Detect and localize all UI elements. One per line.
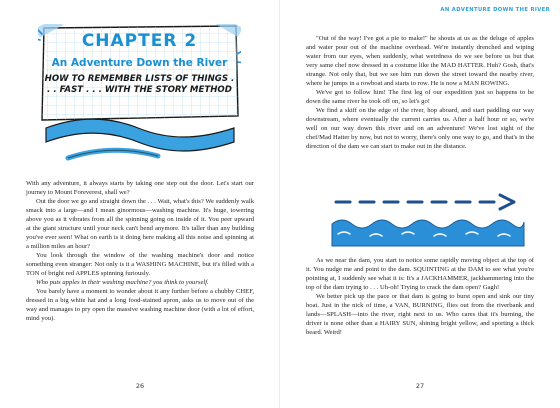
paragraph: "Out of the way! I've got a pie to make!" he shouts at us as the deluge of apples and water pour out of the machine overhead. We're instantly drenched and wiping water from our eyes, when suddenly, what weirdness do we see before us but that very same chef now dressed in a costume like the MAD HATTER. Huh? Gosh, that's strange. Not only that, but we see him run down the street toward the nearby river, where he jumps in a rowboat and starts to row. He is now a MAN ROWING. (306, 35, 534, 87)
chapter-number: CHAPTER 2 (81, 31, 198, 51)
running-head: AN ADVENTURE DOWN THE RIVER (440, 7, 550, 13)
paragraph: With any adventure, it always starts by taking one step out the door. Let's start our journey to Mount Foreverest, shall we? (26, 180, 254, 196)
paragraph: We better pick up the pace or that dam is going to burst open and sink our tiny boat. Just in the nick of time, a VAN, BURNING, flies out from the riverbank and lands—SPLASH—into the river, right next to us. Who cares that it's burning, the driver is none other than a HAIRY SUN, shining bright yellow, and sporting a thick beard. Weird! (306, 293, 534, 336)
page-number-left: 26 (135, 382, 145, 390)
paragraph: We find a skiff on the edge of the river, hop aboard, and start paddling our way downstream, where eventually the current carries us. After a half hour or so, we're well on our way down this river and on an adventure! We've lost sight of the chef/Mad Hatter by now, but not to worry, there's only one way to go, and that's in the direction of the dam we can start to make out in the distance. (306, 107, 534, 150)
page-number-right: 27 (415, 382, 425, 390)
paragraph: Out the door we go and straight down the . . . Wait, what's this? We suddenly walk smack into a large—and I mean ginormous—washing machine. It's huge, towering above you as it vibrates from all the spinning going on inside of it. You peer upward at the giant structure until your neck can't bend anymore. It's taller than any building you've ever seen! What on earth is it doing here making all this noise and spinning at a million miles an hour? (26, 198, 254, 250)
left-body-text (26, 179, 254, 323)
paragraph: You barely have a moment to wonder about it any further before a chubby CHEF, dressed in a big white hat and a long food-stained apron, asks us to move out of the way and manages to pry open the massive washing machine door (with a lot of effort, mind you). (26, 288, 254, 322)
river-waves-arrow-icon (330, 190, 526, 250)
paragraph: We've got to follow him! The first leg of our expedition just so happens to be down the same river he took off on, so let's go! (306, 89, 534, 105)
right-body-text-bottom (306, 256, 534, 337)
chapter-header (38, 24, 241, 172)
chapter-title: An Adventure Down the River (51, 57, 228, 69)
paragraph: You look through the window of the washing machine's door and notice something even stranger: Not only is it a WASHING MACHINE, but it's filled with a TON of bright red APPLES spinning furiously. (26, 252, 254, 277)
paragraph: As we near the dam, you start to notice some rapidly moving object at the top of it. You nudge me and point to the dam. SQUINTING at the DAM to see what you're pointing at, I suddenly see what it is: It's a JACKHAMMER, jackhammering into the top of the dam trying to . . . Uh-oh! Trying to crack the dam open? Gagh! (306, 257, 534, 291)
chapter-tagline: HOW TO REMEMBER LISTS OF THINGS . . . FAST . . . WITH THE STORY METHOD (44, 74, 235, 95)
right-body-text-top (306, 34, 534, 151)
paragraph-italic: Who puts apples in their washing machine? you think to yourself. (36, 279, 209, 286)
